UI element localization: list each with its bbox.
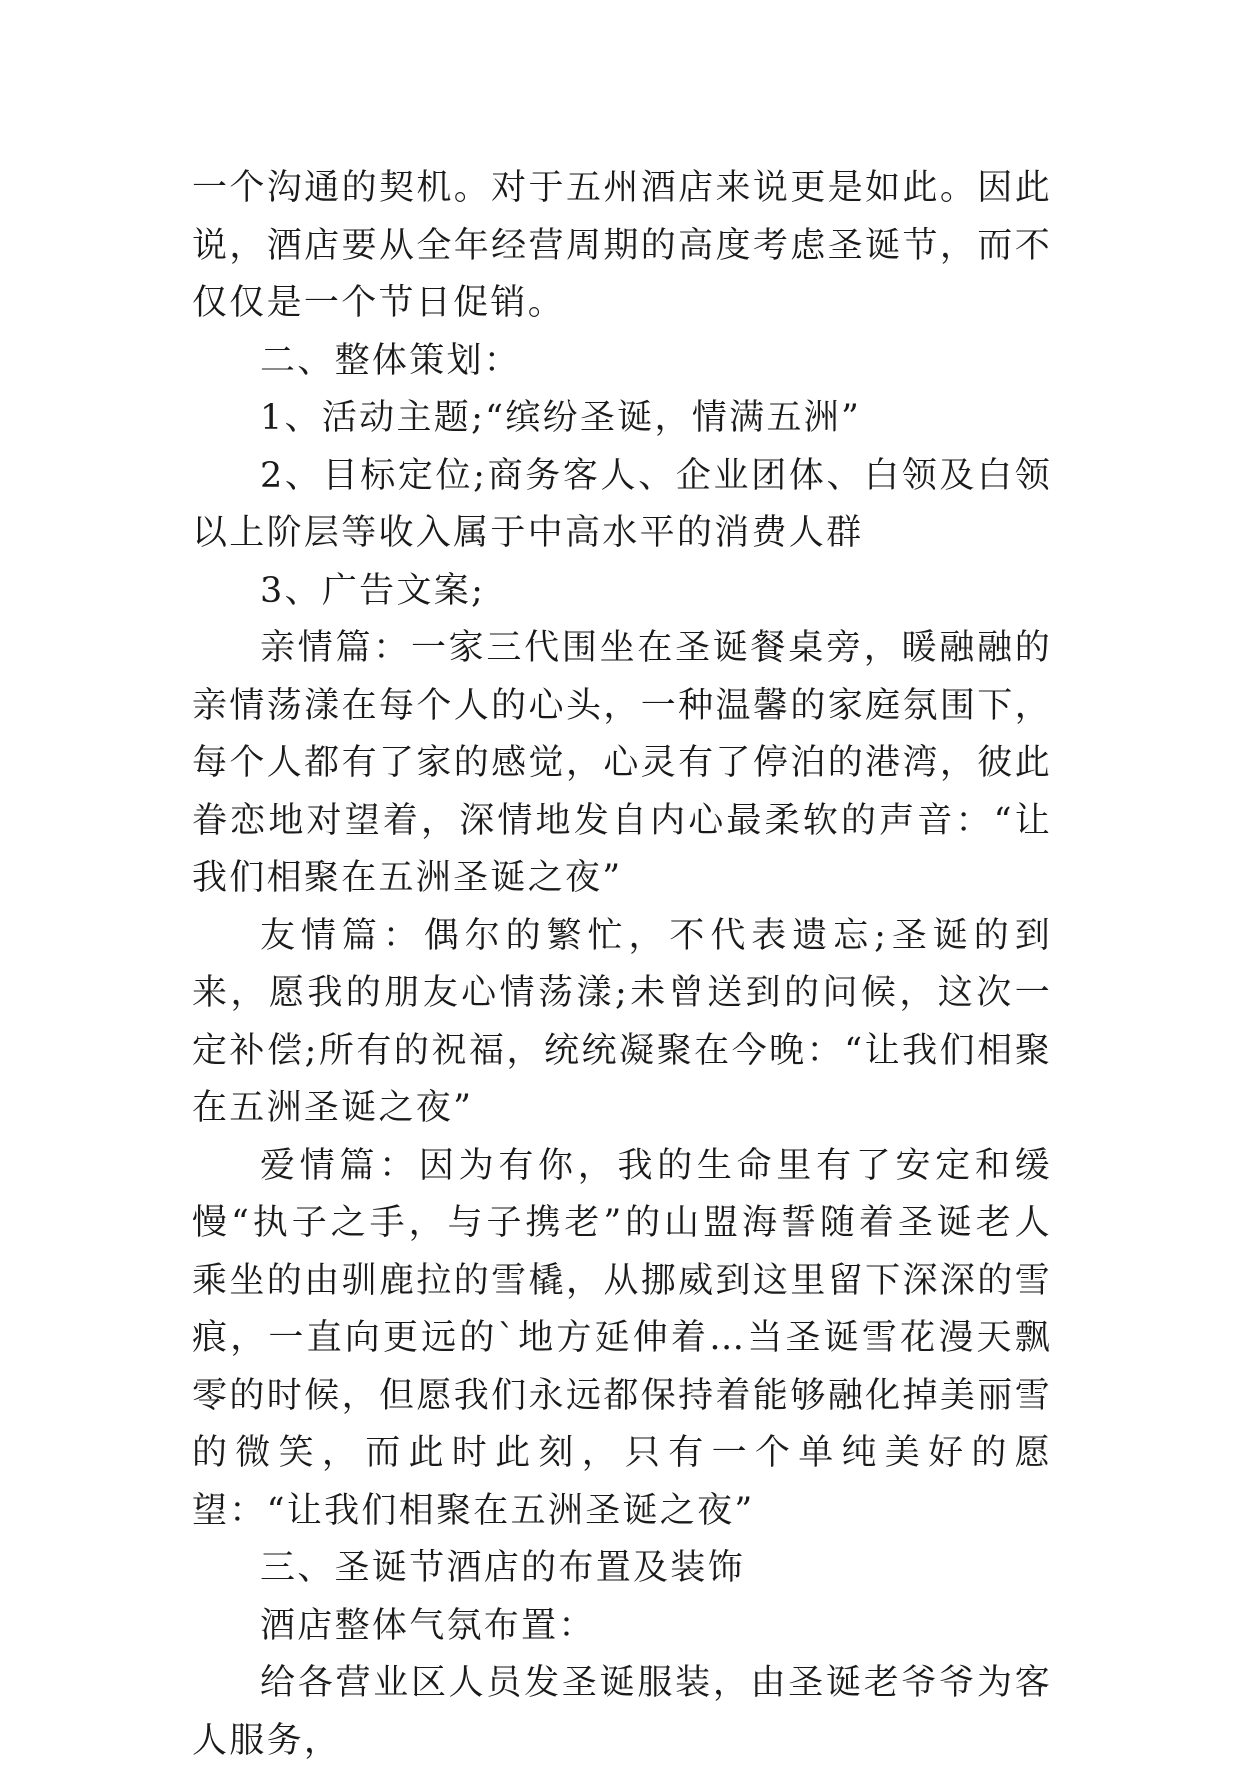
- heading-overall-planning: 二、整体策划：: [260, 340, 522, 381]
- paragraph-target-positioning: 2、目标定位;商务客人、企业团体、白领及白领以上阶层等收入属于中高水平的消费人群: [192, 455, 1052, 553]
- heading-hotel-decoration: 三、圣诞节酒店的布置及装饰: [260, 1548, 745, 1588]
- paragraph-family-chapter: 亲情篇：一家三代围坐在圣诞餐桌旁，暖融融的亲情荡漾在每个人的心头，一种温馨的家庭氛围下，每个人都有了家的感觉，心灵有了停泊的港湾，彼此眷恋地对望着，深情地发自内心最柔软的声音：“让我们相聚在五洲圣诞之夜”: [192, 628, 1052, 898]
- paragraph-friendship-chapter: 友情篇：偶尔的繁忙，不代表遗忘;圣诞的到来，愿我的朋友心情荡漾;未曾送到的问候，这次一定补偿;所有的祝福，统统凝聚在今晚：“让我们相聚在五洲圣诞之夜”: [192, 915, 1052, 1128]
- paragraph-intro-continuation: 一个沟通的契机。对于五州酒店来说更是如此。因此说，酒店要从全年经营周期的高度考虑圣诞节，而不仅仅是一个节日促销。: [192, 168, 1052, 323]
- paragraph-atmosphere-layout: 酒店整体气氛布置：: [260, 1605, 596, 1646]
- paragraph-staff-costumes: 给各营业区人员发圣诞服装，由圣诞老爷爷为客人服务，: [192, 1663, 1052, 1761]
- paragraph-love-chapter: 爱情篇：因为有你，我的生命里有了安定和缓慢“执子之手，与子携老”的山盟海誓随着圣诞老人乘坐的由驯鹿拉的雪橇，从挪威到这里留下深深的雪痕，一直向更远的`地方延伸着…当圣诞雪花漫天飘零的时候，但愿我们永远都保持着能够融化掉美丽雪的微笑，而此时此刻，只有一个单纯美好的愿望：“让我们相聚在五洲圣诞之夜”: [192, 1145, 1052, 1531]
- paragraph-activity-theme: 1、活动主题;“缤纷圣诞，情满五洲”: [260, 398, 862, 438]
- document-body: [192, 160, 1052, 1770]
- paragraph-ad-copy: 3、广告文案;: [260, 570, 486, 611]
